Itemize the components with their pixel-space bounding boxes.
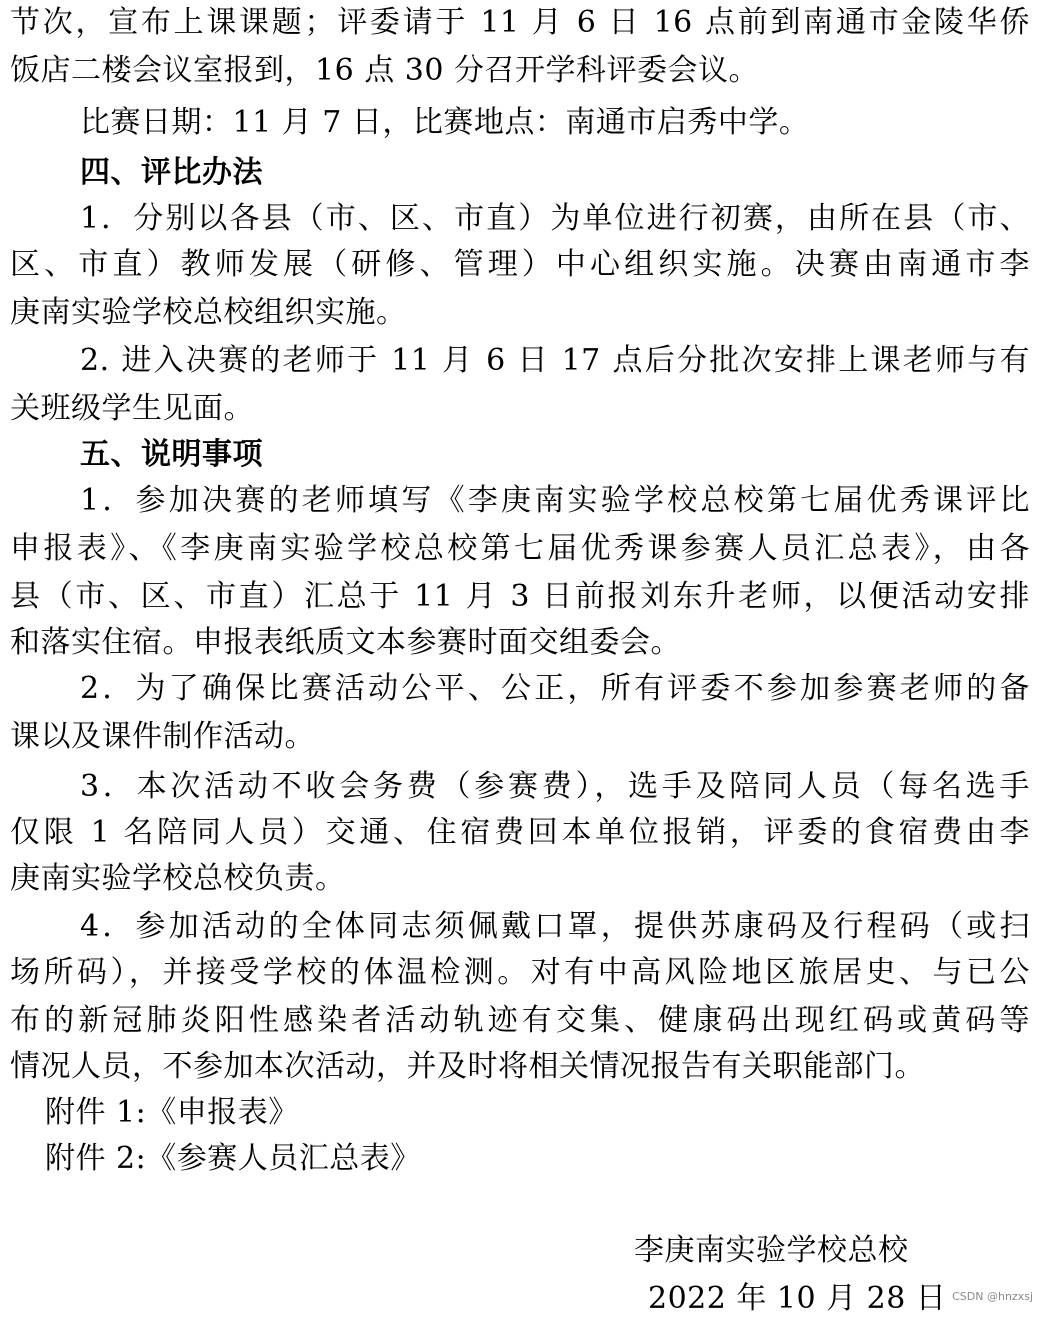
paragraph-line: 布的新冠肺炎阳性感染者活动轨迹有交集、健康码出现红码或黄码等 (10, 1003, 1030, 1038)
signature-date: 2022 年 10 月 28 日 (648, 1281, 947, 1316)
paragraph-line: 申报表》、《李庚南实验学校总校第七届优秀课参赛人员汇总表》，由各 (10, 531, 1030, 566)
paragraph-line: 4．参加活动的全体同志须佩戴口罩，提供苏康码及行程码（或扫 (80, 909, 1030, 944)
paragraph-line: 1．分别以各县（市、区、市直）为单位进行初赛，由所在县（市、 (80, 201, 1030, 236)
paragraph-line: 节次，宣布上课课题；评委请于 11 月 6 日 16 点前到南通市金陵华侨 (10, 5, 1030, 40)
paragraph-line: 课以及课件制作活动。 (10, 719, 315, 754)
paragraph-line: 饭店二楼会议室报到，16 点 30 分召开学科评委会议。 (10, 53, 759, 88)
paragraph-line: 3．本次活动不收会务费（参赛费），选手及陪同人员（每名选手 (80, 769, 1030, 804)
paragraph-line: 2. 进入决赛的老师于 11 月 6 日 17 点后分批次安排上课老师与有 (80, 343, 1030, 378)
watermark: CSDN @hnzxsj (952, 1290, 1033, 1303)
section-heading: 四、评比办法 (80, 155, 263, 190)
paragraph-line: 庚南实验学校总校组织实施。 (10, 295, 407, 330)
paragraph-line: 情况人员，不参加本次活动，并及时将相关情况报告有关职能部门。 (10, 1049, 925, 1084)
section-heading: 五、说明事项 (80, 437, 263, 472)
paragraph-line: 区、市直）教师发展（研修、管理）中心组织实施。决赛由南通市李 (10, 247, 1030, 282)
paragraph-line: 仅限 1 名陪同人员）交通、住宿费回本单位报销，评委的食宿费由李 (10, 815, 1030, 850)
paragraph-line: 庚南实验学校总校负责。 (10, 861, 346, 896)
paragraph-line: 和落实住宿。申报表纸质文本参赛时面交组委会。 (10, 625, 681, 660)
attachment-line: 附件 2:《参赛人员汇总表》 (45, 1141, 421, 1176)
paragraph-line: 1．参加决赛的老师填写《李庚南实验学校总校第七届优秀课评比 (80, 483, 1030, 518)
paragraph-line: 关班级学生见面。 (10, 391, 254, 426)
paragraph-line: 比赛日期：11 月 7 日，比赛地点：南通市启秀中学。 (80, 105, 810, 140)
paragraph-line: 县（市、区、市直）汇总于 11 月 3 日前报刘东升老师，以便活动安排 (10, 579, 1030, 614)
signature-org: 李庚南实验学校总校 (634, 1233, 909, 1268)
paragraph-line: 场所码），并接受学校的体温检测。对有中高风险地区旅居史、与已公 (10, 955, 1030, 990)
paragraph-line: 2．为了确保比赛活动公平、公正，所有评委不参加参赛老师的备 (80, 671, 1030, 706)
attachment-line: 附件 1:《申报表》 (45, 1095, 299, 1130)
